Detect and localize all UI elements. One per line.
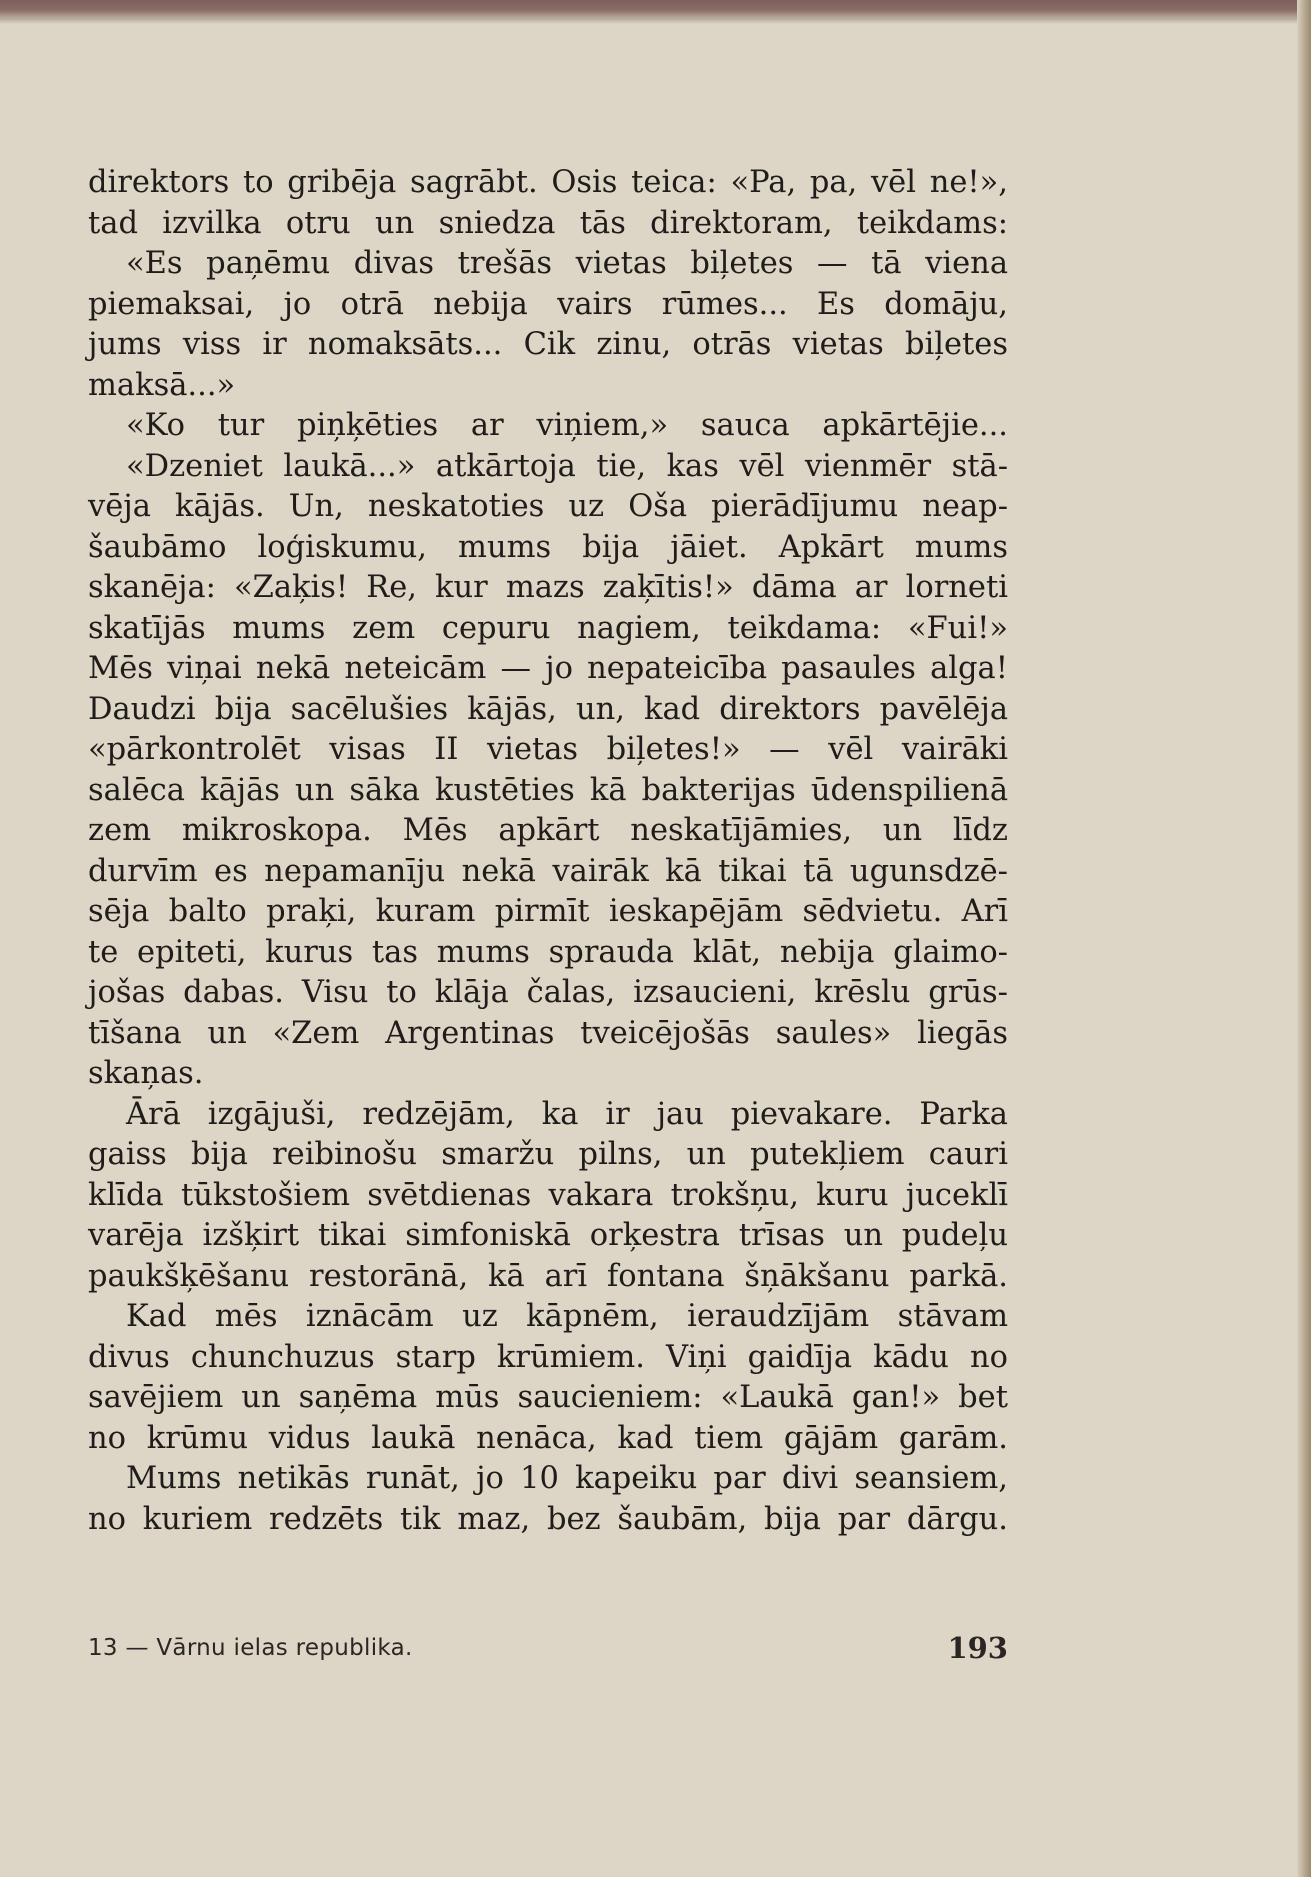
text-line: skanēja: «Zaķis! Re, kur mazs zaķītis!» dāma ar lorneti (88, 570, 1008, 605)
text-line: «Dzeniet laukā...» atkārtoja tie, kas vēl vienmēr stā- (126, 448, 1008, 484)
text-line: skatījās mums zem cepuru nagiem, teikdama: «Fui!» (88, 610, 1008, 646)
page-footer (88, 1629, 1008, 1669)
text-line: varēja izšķirt tikai simfoniskā orķestra trīsas un pudeļu (88, 1218, 1008, 1253)
text-line: zem mikroskopa. Mēs apkārt neskatījāmies, un līdz (88, 813, 1008, 848)
text-line: «pārkontrolēt visas II vietas biļetes!» — vēl vairāki (88, 732, 1008, 767)
page-right-edge (1297, 0, 1311, 1877)
text-line: direktors to gribēja sagrābt. Osis teica: «Pa, pa, vēl ne!», (88, 165, 1008, 200)
text-line: Mēs viņai nekā neteicām — jo nepateicība pasaules alga! (88, 651, 1008, 686)
text-line: jošas dabas. Visu to klāja čalas, izsaucieni, krēslu grūs- (88, 975, 1008, 1010)
text-line: salēca kājās un sāka kustēties kā bakterijas ūdenspilienā (88, 772, 1008, 808)
text-line: piemaksai, jo otrā nebija vairs rūmes... Es domāju, (88, 286, 1008, 322)
text-line: skaņas. (88, 1056, 204, 1091)
text-line: divus chunchuzus starp krūmiem. Viņi gaidīja kādu no (88, 1339, 1008, 1375)
text-line: «Es paņēmu divas trešās vietas biļetes — tā viena (126, 246, 1008, 281)
text-line: Daudzi bija sacēlušies kājās, un, kad direktors pavēlēja (88, 691, 1008, 727)
text-line: paukšķēšanu restorānā, kā arī fontana šņākšanu parkā. (88, 1258, 1008, 1294)
text-line: te epiteti, kurus tas mums sprauda klāt, nebija glaimo- (88, 934, 1008, 970)
text-line: no krūmu vidus laukā nenāca, kad tiem gājām garām. (88, 1420, 1008, 1456)
text-line: durvīm es nepamanīju nekā vairāk kā tikai tā ugunsdzē- (88, 853, 1008, 889)
text-line: savējiem un saņēma mūs saucieniem: «Laukā gan!» bet (88, 1380, 1008, 1415)
text-line: jums viss ir nomaksāts... Cik zinu, otrās vietas biļetes (88, 327, 1008, 362)
text-line: sēja balto praķi, kuram pirmīt ieskapējām sēdvietu. Arī (88, 894, 1008, 929)
page-number: 193 (947, 1631, 1008, 1665)
text-line: maksā...» (88, 367, 236, 403)
text-line: šaubāmo loģiskumu, mums bija jāiet. Apkārt mums (88, 529, 1008, 565)
text-line: «Ko tur piņķēties ar viņiem,» sauca apkārtējie... (126, 408, 1008, 443)
text-line: tīšana un «Zem Argentinas tveicējošās saules» liegās (88, 1015, 1008, 1051)
text-line: Mums netikās runāt, jo 10 kapeiku par divi seansiem, (126, 1461, 1008, 1496)
text-line: klīda tūkstošiem svētdienas vakara trokšņu, kuru juceklī (88, 1177, 1008, 1213)
text-line: tad izvilka otru un sniedza tās direktoram, teikdams: (88, 205, 1008, 241)
text-line: vēja kājās. Un, neskatoties uz Oša pierādījumu neap- (88, 489, 1008, 524)
footer-running-title: 13 — Vārnu ielas republika. (88, 1635, 413, 1661)
text-line: Ārā izgājuši, redzējām, ka ir jau pievakare. Parka (126, 1096, 1008, 1132)
text-line: no kuriem redzēts tik maz, bez šaubām, bija par dārgu. (88, 1501, 1008, 1537)
text-line: gaiss bija reibinošu smaržu pilns, un putekļiem cauri (88, 1137, 1008, 1172)
body-text (88, 163, 1008, 1540)
page-top-edge (0, 0, 1311, 18)
text-line: Kad mēs iznācām uz kāpnēm, ieraudzījām stāvam (126, 1299, 1008, 1334)
